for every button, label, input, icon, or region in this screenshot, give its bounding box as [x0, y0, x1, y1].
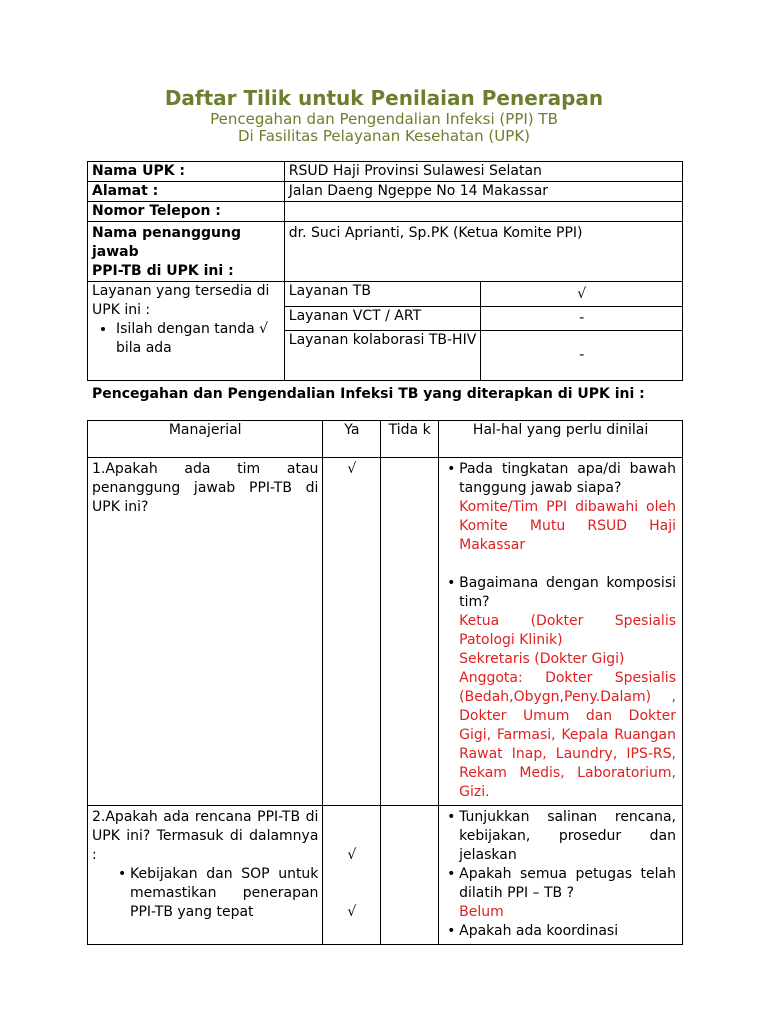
q1-point-1: [449, 460, 676, 555]
q2-ya-mark-2: √: [347, 904, 357, 920]
layanan-vct-mark: -: [481, 307, 683, 331]
q1-answer-2-ketua: Ketua (Dokter Spesialis Patologi Klinik): [459, 613, 676, 648]
header-ya: Ya: [323, 421, 381, 458]
q2-question-cell: [88, 806, 323, 945]
q2-point-2: [449, 865, 676, 922]
telepon-value: [284, 202, 682, 222]
header-tidak: Tida k: [381, 421, 439, 458]
checklist-header-row: [88, 421, 683, 458]
layanan-instruction-list: [92, 320, 280, 358]
nama-upk-label: Nama UPK :: [88, 162, 285, 182]
q1-answer-2-sekretaris: Sekretaris (Dokter Gigi): [459, 651, 625, 667]
layanan-label: [88, 282, 285, 381]
layanan-kolaborasi-name: Layanan kolaborasi TB-HIV: [284, 331, 481, 381]
q2-tidak: [381, 806, 439, 945]
layanan-tb-mark: √: [481, 282, 683, 307]
q2-ya: [323, 806, 381, 945]
row-layanan-tb: [88, 282, 683, 307]
q1-point-2: [449, 574, 676, 802]
q2-answer-2: Belum: [459, 904, 504, 920]
q1-assessment-list: [439, 460, 676, 802]
section-caption: Pencegahan dan Pengendalian Infeksi TB yang diterapkan di UPK ini :: [92, 386, 645, 402]
q2-point-1: • Tunjukkan salinan rencana, kebijakan, prosedur dan jelaskan: [449, 808, 676, 865]
document-subtitle-2: Di Fasilitas Pelayanan Kesehatan (UPK): [237, 127, 531, 145]
document-title: Daftar Tilik untuk Penilaian Penerapan: [164, 86, 604, 110]
penanggung-jawab-label-line2: PPI-TB di UPK ini :: [92, 263, 234, 279]
header-manajerial: Manajerial: [88, 421, 323, 458]
layanan-label-line1: Layanan yang tersedia di: [92, 283, 270, 299]
q2-point-2-text: • Apakah semua petugas telah dilatih PPI – TB ?: [459, 866, 676, 901]
q2-assessment-list: [439, 808, 676, 941]
q2-ya-mark-1: √: [347, 847, 357, 863]
q1-assessment: [439, 458, 683, 806]
q1-point-1-text: • Pada tingkatan apa/di bawah tanggung jawab siapa?: [459, 461, 676, 496]
row-alamat: [88, 182, 683, 202]
alamat-label: Alamat :: [88, 182, 285, 202]
q2-sub-item: • Kebijakan dan SOP untuk memastikan penerapan PPI-TB yang tepat: [120, 865, 318, 922]
penanggung-jawab-label: [88, 222, 285, 282]
q1-ya: √: [323, 458, 381, 806]
q1-point-2-text: • Bagaimana dengan komposisi tim?: [459, 575, 676, 610]
q1-answer-2-anggota: Anggota: Dokter Spesialis (Bedah,Obygn,Peny.Dalam) , Dokter Umum dan Dokter Gigi, Farmasi, Kepala Ruangan Rawat Inap, Laundry, IPS-RS, Rekam Medis, Laboratorium, Gizi.: [459, 670, 676, 800]
q1-tidak: [381, 458, 439, 806]
q1-answer-1: Komite/Tim PPI dibawahi oleh Komite Mutu RSUD Haji Makassar: [459, 499, 676, 553]
penanggung-jawab-value: dr. Suci Aprianti, Sp.PK (Ketua Komite PPI): [284, 222, 682, 282]
row-telepon: [88, 202, 683, 222]
q2-sub-list: [92, 865, 318, 922]
row-nama-upk: [88, 162, 683, 182]
q2-point-3: • Apakah ada koordinasi: [449, 922, 676, 941]
checklist-row-2: [88, 806, 683, 945]
header-hal: Hal-hal yang perlu dinilai: [439, 421, 683, 458]
layanan-tb-name: Layanan TB: [284, 282, 481, 307]
layanan-label-line2: UPK ini :: [92, 302, 151, 318]
penanggung-jawab-label-line1: Nama penanggung jawab: [92, 225, 241, 260]
document-subtitle-1: Pencegahan dan Pengendalian Infeksi (PPI) TB: [210, 110, 558, 128]
row-penanggung-jawab: [88, 222, 683, 282]
checklist-row-1: [88, 458, 683, 806]
q2-assessment: [439, 806, 683, 945]
layanan-vct-name: Layanan VCT / ART: [284, 307, 481, 331]
nama-upk-value: RSUD Haji Provinsi Sulawesi Selatan: [284, 162, 682, 182]
checklist-table: [87, 420, 683, 945]
telepon-label: Nomor Telepon :: [88, 202, 285, 222]
q1-question: 1.Apakah ada tim atau penanggung jawab PPI-TB di UPK ini?: [88, 458, 323, 806]
layanan-kolaborasi-mark: -: [481, 331, 683, 381]
alamat-value: Jalan Daeng Ngeppe No 14 Makassar: [284, 182, 682, 202]
q2-question: 2.Apakah ada rencana PPI-TB di UPK ini? Termasuk di dalamnya :: [92, 809, 319, 863]
upk-info-table: [87, 161, 683, 381]
layanan-instruction: • Isilah dengan tanda √ bila ada: [116, 320, 280, 358]
